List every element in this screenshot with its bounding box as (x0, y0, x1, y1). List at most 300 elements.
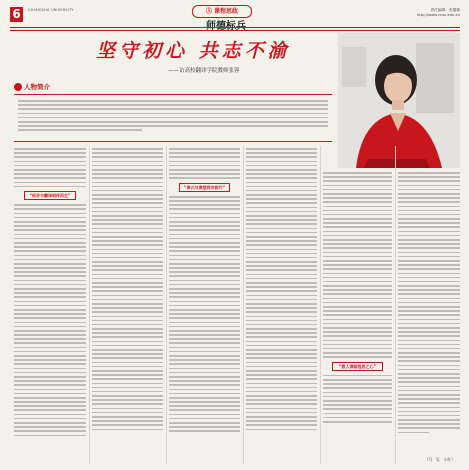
text-line (14, 389, 86, 391)
text-line (323, 340, 392, 342)
text-line (18, 113, 328, 115)
text-line (92, 186, 163, 188)
text-line (14, 301, 86, 303)
text-line (14, 376, 86, 378)
text-line (14, 309, 86, 311)
portrait-illustration (338, 33, 460, 168)
text-line (398, 419, 460, 421)
text-line (169, 173, 240, 175)
text-line (92, 198, 163, 200)
text-line (323, 375, 392, 377)
text-line (398, 239, 460, 241)
text-line (92, 366, 163, 368)
text-line (323, 172, 392, 174)
text-line (92, 211, 163, 213)
text-line (398, 206, 460, 208)
text-line (323, 383, 392, 385)
text-line (323, 289, 392, 291)
text-line (323, 231, 392, 233)
text-line (14, 156, 86, 158)
text-line (246, 403, 317, 405)
text-line (398, 218, 460, 220)
text-line (323, 243, 392, 245)
text-line (92, 370, 163, 372)
text-line (398, 352, 460, 354)
text-line (398, 373, 460, 375)
text-line (246, 182, 317, 184)
text-line (246, 286, 317, 288)
text-line (92, 374, 163, 376)
text-line (246, 207, 317, 209)
text-line (92, 320, 163, 322)
text-line (92, 336, 163, 338)
text-line (92, 332, 163, 334)
text-line (246, 219, 317, 221)
text-line (246, 332, 317, 334)
text-line (92, 278, 163, 280)
text-line (398, 331, 460, 333)
text-line (92, 219, 163, 221)
text-line (14, 234, 86, 236)
text-line (169, 380, 240, 382)
text-line (14, 242, 86, 244)
text-line (14, 313, 86, 315)
text-line (398, 243, 460, 245)
text-line (169, 271, 240, 273)
text-line (14, 368, 86, 370)
text-line (323, 185, 392, 187)
text-line (14, 414, 86, 416)
text-line (246, 383, 317, 385)
text-line (14, 330, 86, 332)
text-line (323, 392, 392, 394)
text-line (398, 210, 460, 212)
text-line (398, 231, 460, 233)
text-line (14, 397, 86, 399)
header-rule-thin (10, 30, 460, 31)
text-line (169, 177, 240, 179)
text-line (92, 148, 163, 150)
text-line (92, 341, 163, 343)
text-line (169, 156, 240, 158)
text-line (14, 426, 86, 428)
text-line (169, 246, 240, 248)
text-line (92, 240, 163, 242)
text-line (14, 288, 86, 290)
text-line (323, 335, 392, 337)
text-line (92, 290, 163, 292)
text-line (92, 345, 163, 347)
text-line (92, 324, 163, 326)
text-line (323, 180, 392, 182)
text-line (323, 302, 392, 304)
text-line (14, 177, 86, 179)
text-line (246, 366, 317, 368)
text-line (14, 165, 86, 167)
text-line (14, 267, 86, 269)
text-line (398, 390, 460, 392)
text-line (18, 100, 328, 102)
text-line (323, 417, 392, 419)
text-line (169, 204, 240, 206)
text-line (169, 384, 240, 386)
text-line (323, 222, 392, 224)
text-line (398, 226, 460, 228)
text-line (246, 165, 317, 167)
text-line (398, 415, 460, 417)
text-line (398, 176, 460, 178)
text-line (92, 274, 163, 276)
text-line (323, 319, 392, 321)
text-line (246, 424, 317, 426)
text-line (169, 334, 240, 336)
text-line (14, 422, 86, 424)
text-line (246, 169, 317, 171)
text-line (14, 284, 86, 286)
text-line (246, 370, 317, 372)
text-line (398, 386, 460, 388)
text-line (169, 326, 240, 328)
text-line (398, 247, 460, 249)
text-line (323, 314, 392, 316)
text-line (398, 335, 460, 337)
text-line (92, 299, 163, 301)
text-line (92, 265, 163, 267)
text-line (323, 226, 392, 228)
text-line (14, 221, 86, 223)
column-divider (89, 146, 90, 464)
text-line (246, 362, 317, 364)
text-line (246, 198, 317, 200)
text-line (246, 190, 317, 192)
text-line (14, 173, 86, 175)
text-line (398, 252, 460, 254)
subheadline: ——访高校翻译学院教师张蓉 (168, 68, 240, 74)
text-line (246, 316, 317, 318)
text-line (169, 229, 240, 231)
text-line (169, 221, 240, 223)
text-line (14, 384, 86, 386)
text-line (246, 177, 317, 179)
text-line (92, 395, 163, 397)
text-line (398, 402, 460, 404)
text-line (246, 274, 317, 276)
text-line (92, 253, 163, 255)
text-line (323, 356, 392, 358)
text-line (246, 336, 317, 338)
text-line (169, 213, 240, 215)
text-line (246, 357, 317, 359)
text-line (246, 152, 317, 154)
text-line (169, 363, 240, 365)
text-line (246, 253, 317, 255)
text-line (14, 338, 86, 340)
text-line (92, 416, 163, 418)
text-line (169, 322, 240, 324)
text-line (169, 305, 240, 307)
text-line (169, 250, 240, 252)
text-line (14, 435, 86, 437)
text-line (398, 281, 460, 283)
text-line (323, 252, 392, 254)
text-line (169, 426, 240, 428)
text-line (398, 348, 460, 350)
text-line (92, 408, 163, 410)
text-line (246, 282, 317, 284)
text-line (246, 408, 317, 410)
column-divider (395, 146, 396, 464)
text-line (323, 344, 392, 346)
text-line (398, 273, 460, 275)
text-line (398, 432, 429, 434)
text-line (92, 173, 163, 175)
text-line (398, 314, 460, 316)
text-line (246, 307, 317, 309)
text-line (14, 217, 86, 219)
text-line (398, 327, 460, 329)
text-line (246, 194, 317, 196)
text-line (92, 286, 163, 288)
text-line (246, 173, 317, 175)
text-line (14, 305, 86, 307)
text-line (92, 391, 163, 393)
text-line (323, 247, 392, 249)
text-line (169, 397, 240, 399)
text-line (14, 246, 86, 248)
text-line (246, 391, 317, 393)
text-line (169, 338, 240, 340)
text-line (246, 156, 317, 158)
text-line (169, 418, 240, 420)
text-line (246, 341, 317, 343)
text-line (323, 310, 392, 312)
text-line (323, 421, 392, 423)
text-line (246, 161, 317, 163)
article-column-2 (92, 148, 163, 433)
text-line (169, 275, 240, 277)
text-line (14, 401, 86, 403)
text-line (169, 405, 240, 407)
text-line (92, 353, 163, 355)
text-line (246, 223, 317, 225)
text-line (246, 295, 317, 297)
text-line (92, 228, 163, 230)
text-line (246, 148, 317, 150)
text-line (323, 260, 392, 262)
text-line (169, 288, 240, 290)
text-line (92, 156, 163, 158)
text-line (246, 429, 317, 431)
text-line (398, 222, 460, 224)
text-line (169, 430, 240, 432)
text-line (323, 235, 392, 237)
text-line (323, 176, 392, 178)
text-line (246, 412, 317, 414)
text-line (246, 378, 317, 380)
text-line (246, 261, 317, 263)
text-line (92, 177, 163, 179)
text-line (246, 420, 317, 422)
text-line (246, 244, 317, 246)
text-line (14, 409, 86, 411)
text-line (169, 161, 240, 163)
text-line (323, 293, 392, 295)
text-line (398, 277, 460, 279)
person-icon (14, 83, 22, 91)
text-line (246, 249, 317, 251)
text-line (398, 285, 460, 287)
editor-name: 责任编辑：张馨颖 (430, 8, 460, 12)
text-line (246, 416, 317, 418)
text-line (14, 393, 86, 395)
text-line (169, 422, 240, 424)
text-line (18, 117, 328, 119)
text-line (14, 334, 86, 336)
text-line (169, 351, 240, 353)
text-line (398, 180, 460, 182)
text-line (169, 409, 240, 411)
text-line (169, 217, 240, 219)
text-line (14, 161, 86, 163)
text-line (169, 347, 240, 349)
column-divider (166, 146, 167, 464)
text-line (323, 214, 392, 216)
text-line (398, 293, 460, 295)
text-line (92, 311, 163, 313)
text-line (92, 307, 163, 309)
text-line (169, 359, 240, 361)
text-line (323, 268, 392, 270)
text-line (323, 408, 392, 410)
text-line (14, 355, 86, 357)
text-line (169, 242, 240, 244)
text-line (246, 278, 317, 280)
text-line (246, 349, 317, 351)
subtitle-2: “育兴与课堂同步前行” (179, 183, 231, 192)
text-line (169, 309, 240, 311)
text-line (169, 389, 240, 391)
text-line (246, 211, 317, 213)
text-line (169, 196, 240, 198)
text-line (169, 263, 240, 265)
text-line (18, 121, 328, 123)
text-line (92, 328, 163, 330)
text-line (14, 430, 86, 432)
text-line (14, 250, 86, 252)
text-line (323, 306, 392, 308)
text-line (14, 148, 86, 150)
text-line (14, 380, 86, 382)
text-line (92, 169, 163, 171)
profile-heading: 人物简介 (14, 82, 50, 91)
text-line (246, 328, 317, 330)
text-line (14, 229, 86, 231)
text-line (398, 369, 460, 371)
text-line (92, 215, 163, 217)
text-line (246, 265, 317, 267)
text-line (92, 403, 163, 405)
text-line (18, 125, 328, 127)
text-line (398, 360, 460, 362)
newspaper-name: CHANGSHA UNIVERSITY (28, 8, 74, 12)
text-line (169, 169, 240, 171)
text-line (323, 189, 392, 191)
text-line (398, 189, 460, 191)
text-line (169, 317, 240, 319)
text-line (398, 235, 460, 237)
text-line (92, 161, 163, 163)
text-line (169, 376, 240, 378)
text-line (18, 104, 328, 106)
text-line (398, 394, 460, 396)
text-line (92, 249, 163, 251)
text-line (398, 377, 460, 379)
text-line (169, 238, 240, 240)
header-rule (10, 27, 460, 28)
text-line (169, 401, 240, 403)
text-line (246, 311, 317, 313)
text-line (323, 239, 392, 241)
text-line (92, 202, 163, 204)
text-line (14, 372, 86, 374)
section-title: 师德标兵 (206, 21, 246, 32)
text-line (246, 240, 317, 242)
text-line (398, 323, 460, 325)
text-line (398, 298, 460, 300)
text-line (246, 186, 317, 188)
text-line (14, 405, 86, 407)
article-column-3 (169, 148, 240, 435)
text-line (246, 202, 317, 204)
website-url: http://www.ccsu.edu.cn (416, 13, 460, 17)
text-line (323, 396, 392, 398)
text-line (14, 208, 86, 210)
text-line (398, 268, 460, 270)
text-line (246, 299, 317, 301)
column-divider (243, 146, 244, 464)
text-line (323, 298, 392, 300)
text-line (398, 201, 460, 203)
text-line (169, 342, 240, 344)
text-line (92, 362, 163, 364)
text-line (398, 427, 460, 429)
text-line (92, 424, 163, 426)
text-line (14, 351, 86, 353)
text-line (169, 313, 240, 315)
text-line (398, 260, 460, 262)
text-line (323, 327, 392, 329)
text-line (169, 301, 240, 303)
text-line (169, 280, 240, 282)
page-number: 6 (10, 7, 23, 22)
text-line (398, 172, 460, 174)
text-line (398, 256, 460, 258)
article-column-6 (398, 172, 460, 436)
text-line (323, 352, 392, 354)
text-line (323, 264, 392, 266)
text-line (246, 345, 317, 347)
text-line (92, 429, 163, 431)
text-line (323, 193, 392, 195)
text-line (398, 197, 460, 199)
text-line (169, 152, 240, 154)
text-line (323, 413, 392, 415)
text-line (323, 201, 392, 203)
text-line (323, 206, 392, 208)
text-line (246, 387, 317, 389)
text-line (246, 324, 317, 326)
text-line (398, 407, 460, 409)
